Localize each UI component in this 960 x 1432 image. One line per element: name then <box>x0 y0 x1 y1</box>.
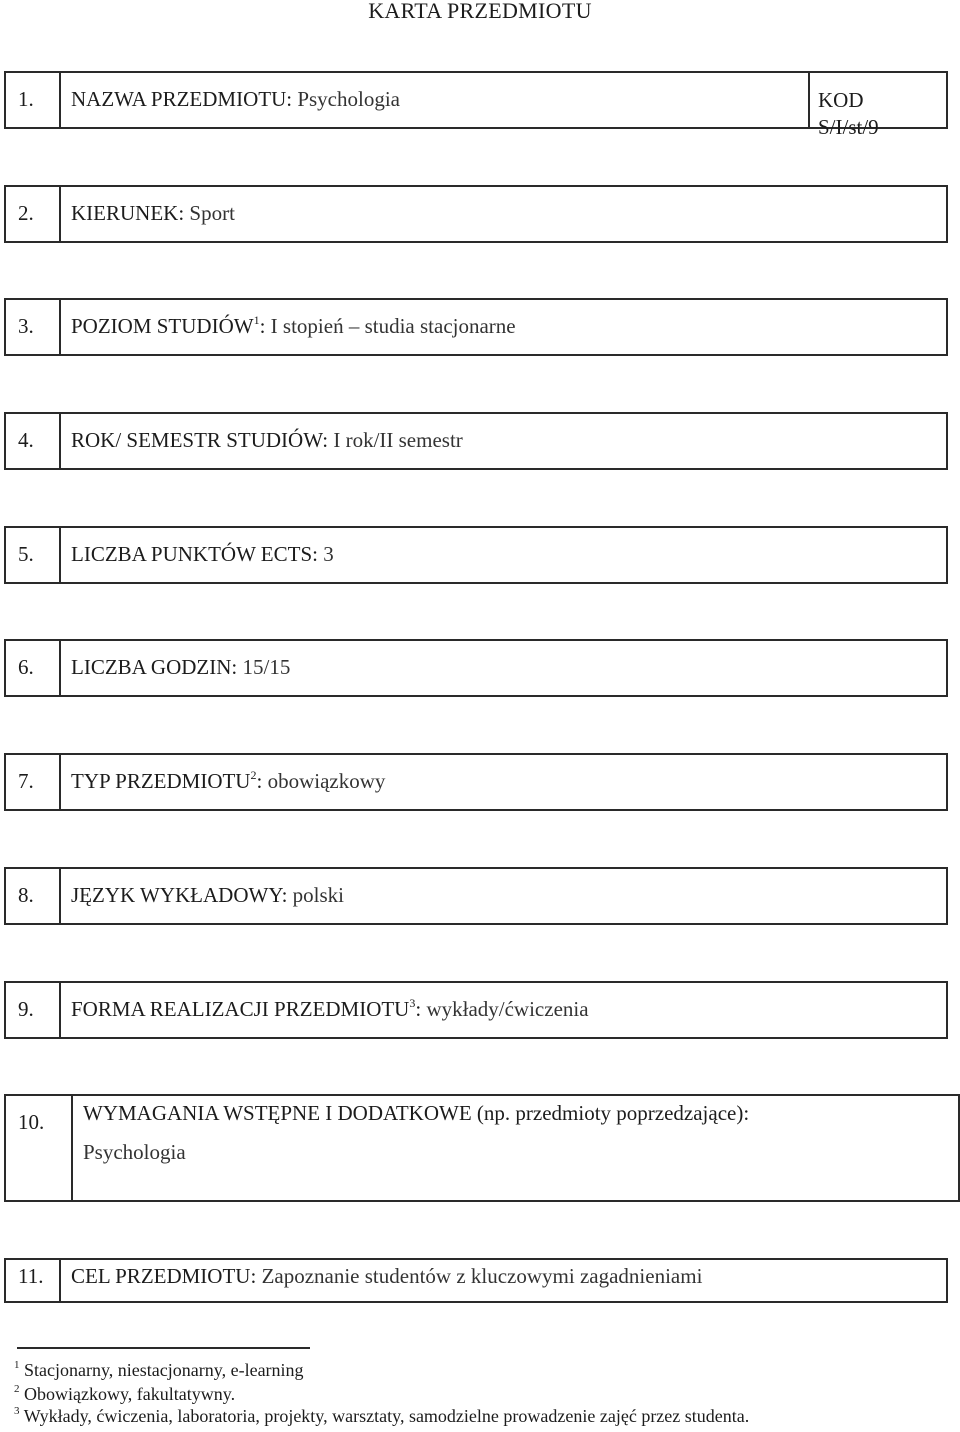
footnote-ref: 1 <box>253 313 260 327</box>
field-value: Psychologia <box>297 87 400 111</box>
row-hours <box>4 639 948 697</box>
field-value: obowiązkowy <box>267 769 386 793</box>
row-number: 11. <box>6 1260 61 1301</box>
row-number: 8. <box>6 869 61 923</box>
row-course-objective <box>4 1258 948 1303</box>
footnote <box>14 1384 235 1405</box>
footnote-separator <box>17 1347 310 1349</box>
field-value: 15/15 <box>242 655 291 679</box>
footnote <box>14 1406 749 1427</box>
footnote-mark: 3 <box>14 1405 20 1417</box>
field-label: LICZBA GODZIN: <box>71 655 238 679</box>
field-value: Psychologia <box>83 1140 186 1164</box>
row-language <box>4 867 948 925</box>
row-number: 2. <box>6 187 61 241</box>
row-course-type: 7. TYP PRZEDMIOTU$^2$: obowiązkowy <box>4 753 948 811</box>
field-label: CEL PRZEDMIOTU: <box>71 1264 257 1288</box>
row-prerequisites <box>4 1094 960 1202</box>
row-number: 3. <box>6 300 61 354</box>
footnote-ref: 2 <box>250 768 257 782</box>
row-number: 4. <box>6 414 61 468</box>
row-course-name <box>4 71 948 139</box>
footnote-text: Wykłady, ćwiczenia, laboratoria, projekty, warsztaty, samodzielne prowadzenie zajęć przez studenta. <box>23 1406 750 1426</box>
field-label: POZIOM STUDIÓW <box>71 314 254 338</box>
code-label: KOD <box>818 88 864 112</box>
row-year-semester <box>4 412 948 470</box>
row-delivery-form: 9. FORMA REALIZACJI PRZEDMIOTU$^3$: wykłady/ćwiczenia <box>4 981 948 1039</box>
footnote-mark: 1 <box>14 1359 20 1371</box>
row-study-level: 3. POZIOM STUDIÓW$^1$: I stopień – studia stacjonarne <box>4 298 948 356</box>
footnote-text: Obowiązkowy, fakultatywny. <box>24 1384 236 1404</box>
field-value: 3 <box>323 542 334 566</box>
field-label: TYP PRZEDMIOTU <box>71 769 251 793</box>
row-number: 10. <box>6 1096 73 1200</box>
field-label: WYMAGANIA WSTĘPNE I DODATKOWE (np. przedmioty poprzedzające): <box>83 1101 750 1125</box>
footnote <box>14 1360 304 1381</box>
footnote-mark: 2 <box>14 1383 20 1395</box>
field-value: Sport <box>189 201 235 225</box>
field-value: Zapoznanie studentów z kluczowymi zagadnieniami <box>261 1264 703 1288</box>
field-value: wykłady/ćwiczenia <box>426 997 589 1021</box>
row-number: 6. <box>6 641 61 695</box>
field-label: NAZWA PRZEDMIOTU: <box>71 87 293 111</box>
field-label: ROK/ SEMESTR STUDIÓW: <box>71 428 329 452</box>
row-field-of-study <box>4 185 948 243</box>
footnote-ref: 3 <box>409 996 416 1010</box>
row-ects-points <box>4 526 948 584</box>
field-label: LICZBA PUNKTÓW ECTS: <box>71 542 318 566</box>
field-label: KIERUNEK: <box>71 201 185 225</box>
field-label: FORMA REALIZACJI PRZEDMIOTU <box>71 997 410 1021</box>
row-number: 7. <box>6 755 61 809</box>
course-code-cell <box>808 73 946 139</box>
page-title: KARTA PRZEDMIOTU <box>368 0 592 23</box>
code-value: S/I/st/9 <box>818 115 879 139</box>
field-value: I stopień – studia stacjonarne <box>270 314 516 338</box>
row-number: 1. <box>6 73 61 127</box>
row-number: 9. <box>6 983 61 1037</box>
footnote-text: Stacjonarny, niestacjonarny, e-learning <box>24 1360 304 1380</box>
field-label: JĘZYK WYKŁADOWY: <box>71 883 288 907</box>
field-value: I rok/II semestr <box>333 428 463 452</box>
field-value: polski <box>292 883 344 907</box>
row-number: 5. <box>6 528 61 582</box>
